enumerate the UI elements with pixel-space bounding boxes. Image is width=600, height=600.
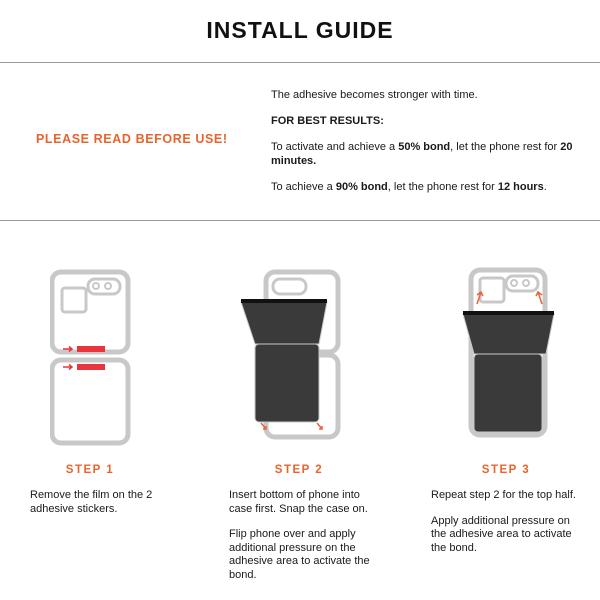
step1-illustration [50, 262, 150, 452]
step3-illustration [460, 262, 560, 452]
adhesive-sticker-bottom [77, 364, 105, 370]
notes-line-90-bond: To achieve a 90% bond, let the phone rest for 12 hours. [271, 181, 547, 193]
phone-hinge [241, 299, 327, 303]
step1-text [30, 489, 180, 528]
page-title: INSTALL GUIDE [206, 17, 394, 43]
arrow-down-right-icon [317, 423, 322, 429]
phone-bottom-half [255, 344, 319, 422]
step3-text [431, 489, 581, 567]
step2-text [229, 489, 374, 594]
phone-bottom-half [474, 354, 542, 432]
step3-label: STEP 3 [481, 464, 531, 476]
adhesive-sticker-top [77, 346, 105, 352]
case-bottom-half [52, 360, 128, 443]
step2-paragraph-1: Insert bottom of phone into case first. Snap the case on. [229, 489, 368, 515]
step2-paragraph-2: Flip phone over and apply additional pressure on the adhesive area to activate the bond. [229, 528, 370, 581]
step3-paragraph-1: Repeat step 2 for the top half. [431, 489, 576, 501]
top-divider [0, 62, 600, 63]
step1-paragraph: Remove the film on the 2 adhesive stickers. [30, 489, 153, 515]
best-results-heading: FOR BEST RESULTS: [271, 115, 384, 127]
phone-hinge [463, 311, 554, 315]
step3-paragraph-2: Apply additional pressure on the adhesive area to activate the bond. [431, 514, 572, 554]
camera-bump [273, 279, 306, 294]
phone-top-half [463, 314, 554, 354]
step2-label: STEP 2 [274, 464, 324, 476]
camera-lens-icon [523, 280, 529, 286]
step1-label: STEP 1 [65, 464, 115, 476]
middle-divider [0, 220, 600, 221]
arrow-up-right-icon [536, 292, 542, 304]
notes-intro: The adhesive becomes stronger with time. [271, 89, 478, 101]
cover-screen [62, 288, 86, 312]
camera-lens-icon [93, 283, 99, 289]
cover-screen [480, 278, 504, 302]
warning-text: PLEASE READ BEFORE USE! [36, 132, 228, 146]
step2-illustration [235, 262, 345, 452]
notes-line-50-bond: To activate and achieve a 50% bond, let the phone rest for 20 minutes. [271, 141, 573, 167]
phone-top-half [241, 302, 327, 344]
camera-lens-icon [511, 280, 517, 286]
instructions-notes [271, 88, 581, 206]
camera-lens-icon [105, 283, 111, 289]
arrow-right-icon [63, 365, 72, 370]
